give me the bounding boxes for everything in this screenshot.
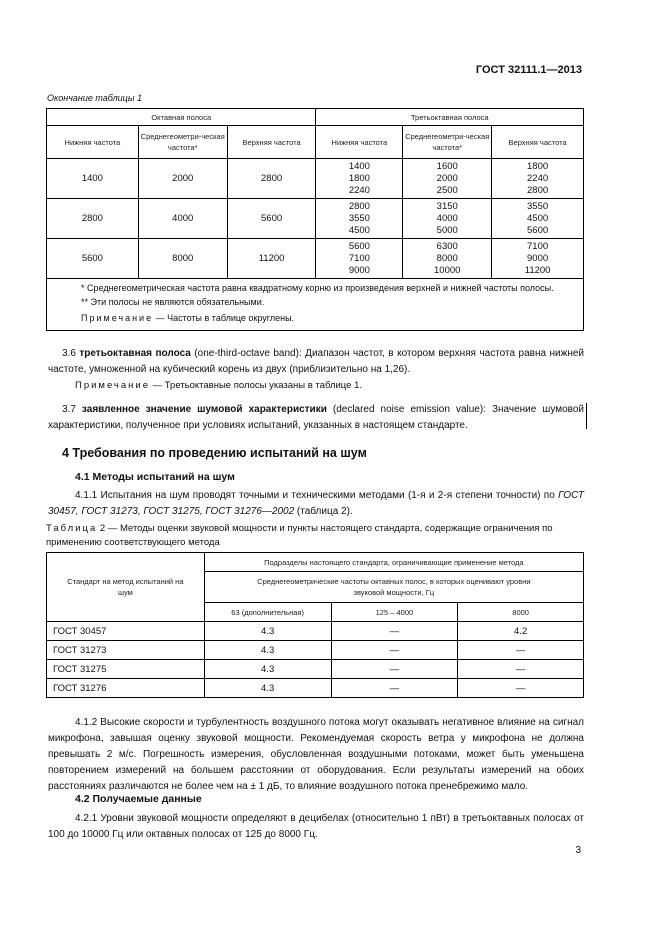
cell: 5600 xyxy=(47,239,139,279)
cell: ГОСТ 31275 xyxy=(47,660,205,679)
clause-4-1-1: 4.1.1 Испытания на шум проводят точными и техническими методами (1-я и 2-я степени точности) по ГОСТ 30457, ГОСТ 31273, ГОСТ 31275, ГОСТ 31276—2002 (таблица 2). xyxy=(48,490,584,517)
table-row xyxy=(47,159,584,199)
clause-3-7: 3.7 заявленное значение шумовой характеристики (declared noise emission value): Значение шумовой характеристики, полученное при условиях испытаний, указанных в настоящем стандарте. xyxy=(48,404,585,431)
cell: 4.3 xyxy=(204,622,331,641)
col-lower-freq: Нижняя частота xyxy=(47,126,139,159)
third-octave-band-header: Третьоктавная полоса xyxy=(316,109,584,126)
col-upper-freq: Верхняя частота xyxy=(492,126,584,159)
col-8000: 8000 xyxy=(458,603,584,622)
section-4-1-title: 4.1 Методы испытаний на шум xyxy=(75,471,235,483)
clause-4-2-1: 4.2.1 Уровни звуковой мощности определяют в децибелах (относительно 1 пВт) в третьоктавных полосах от 100 до 10000 Гц или октавных полосах от 125 до 8000 Гц. xyxy=(48,813,584,840)
cell: 1800 2240 2800 xyxy=(492,159,584,199)
cell: 4.3 xyxy=(204,660,331,679)
footnote-1: * Среднегеометрическая частота равна квадратному корню из произведения верхней и нижней частоты полосы. xyxy=(81,283,554,293)
cell: — xyxy=(458,660,584,679)
cell: — xyxy=(458,679,584,698)
clause-4-1-2: 4.1.2 Высокие скорости и турбулентность воздушного потока могут оказывать негативное влияние на сигнал микрофона, завышая оценку звуковой мощности. Рекомендуемая скорость ветра у микрофона не должна превышать 2 м/с. Погрешность измерения, обусловленная воздушными потоками, может быть уменьшена повторением измерений на большем расстоянии от оборудования. Если результаты измерений на обоих расстояниях различаются не более чем на ± 1 дБ, то влияние воздушного потока пренебрежимо мало. xyxy=(48,717,584,792)
table-2 xyxy=(46,552,584,698)
cell: ГОСТ 31276 xyxy=(47,679,205,698)
col-center-freq: Среднегеометри-ческая частота* xyxy=(138,126,227,159)
table1-caption: Окончание таблицы 1 xyxy=(47,93,142,103)
cell: ГОСТ 31273 xyxy=(47,641,205,660)
cell: 2000 xyxy=(138,159,227,199)
col-frequencies: Среднегеометрические частоты октавных полос, в которых оценивают уровни звуковой мощности, Гц xyxy=(204,572,583,603)
cell: 2800 3550 4500 xyxy=(316,199,403,239)
table-row xyxy=(47,660,584,679)
table-row xyxy=(47,239,584,279)
cell: 2800 xyxy=(227,159,316,199)
section-4-2-title: 4.2 Получаемые данные xyxy=(75,793,202,805)
col-upper-freq: Верхняя частота xyxy=(227,126,316,159)
col-center-freq: Среднегеометри-ческая частота* xyxy=(403,126,492,159)
cell: 4000 xyxy=(138,199,227,239)
table1-note: Примечание — Частоты в таблице округлены. xyxy=(81,313,295,323)
note-3-6: Примечание — Третьоктавные полосы указаны в таблице 1. xyxy=(75,380,362,391)
cell: 1400 xyxy=(47,159,139,199)
footnote-2: ** Эти полосы не являются обязательными. xyxy=(81,296,265,307)
cell: 3150 4000 5000 xyxy=(403,199,492,239)
cell: — xyxy=(331,641,458,660)
table1-footnotes xyxy=(47,279,584,331)
cell: 1600 2000 2500 xyxy=(403,159,492,199)
col-63: 63 (дополнительная) xyxy=(204,603,331,622)
cell: — xyxy=(331,679,458,698)
cell: 4.3 xyxy=(204,679,331,698)
revision-bar xyxy=(586,403,587,429)
cell: 11200 xyxy=(227,239,316,279)
col-lower-freq: Нижняя частота xyxy=(316,126,403,159)
cell: — xyxy=(331,660,458,679)
col-standard: Стандарт на метод испытаний на шум xyxy=(47,553,205,622)
col-subsections: Подразделы настоящего стандарта, ограничивающие применение метода xyxy=(204,553,583,572)
cell: 6300 8000 10000 xyxy=(403,239,492,279)
cell: 5600 7100 9000 xyxy=(316,239,403,279)
cell: — xyxy=(458,641,584,660)
cell: 2800 xyxy=(47,199,139,239)
document-header: ГОСТ 32111.1—2013 xyxy=(475,64,582,76)
table-row xyxy=(47,622,584,641)
table2-caption: Таблица 2 — Методы оценки звуковой мощности и пункты настоящего стандарта, содержащие ограничения по применению соответствующего метода xyxy=(46,523,553,548)
table-1 xyxy=(46,108,584,331)
cell: 3550 4500 5600 xyxy=(492,199,584,239)
clause-3-6: 3.6 третьоктавная полоса (one-third-octave band): Диапазон частот, в котором верхняя частота равна нижней частоте, умноженной на кубический корень из двух (приблизительно на 1,26). xyxy=(48,348,584,375)
cell: 1400 1800 2240 xyxy=(316,159,403,199)
cell: 4.3 xyxy=(204,641,331,660)
octave-band-header: Октавная полоса xyxy=(47,109,316,126)
cell: 4.2 xyxy=(458,622,584,641)
cell: 8000 xyxy=(138,239,227,279)
table-row xyxy=(47,641,584,660)
cell: ГОСТ 30457 xyxy=(47,622,205,641)
table-row xyxy=(47,199,584,239)
cell: 5600 xyxy=(227,199,316,239)
col-125-4000: 125 – 4000 xyxy=(331,603,458,622)
page-number: 3 xyxy=(575,845,581,856)
section-4-title: 4 Требования по проведению испытаний на шум xyxy=(62,446,367,460)
table-row xyxy=(47,679,584,698)
cell: 7100 9000 11200 xyxy=(492,239,584,279)
cell: — xyxy=(331,622,458,641)
